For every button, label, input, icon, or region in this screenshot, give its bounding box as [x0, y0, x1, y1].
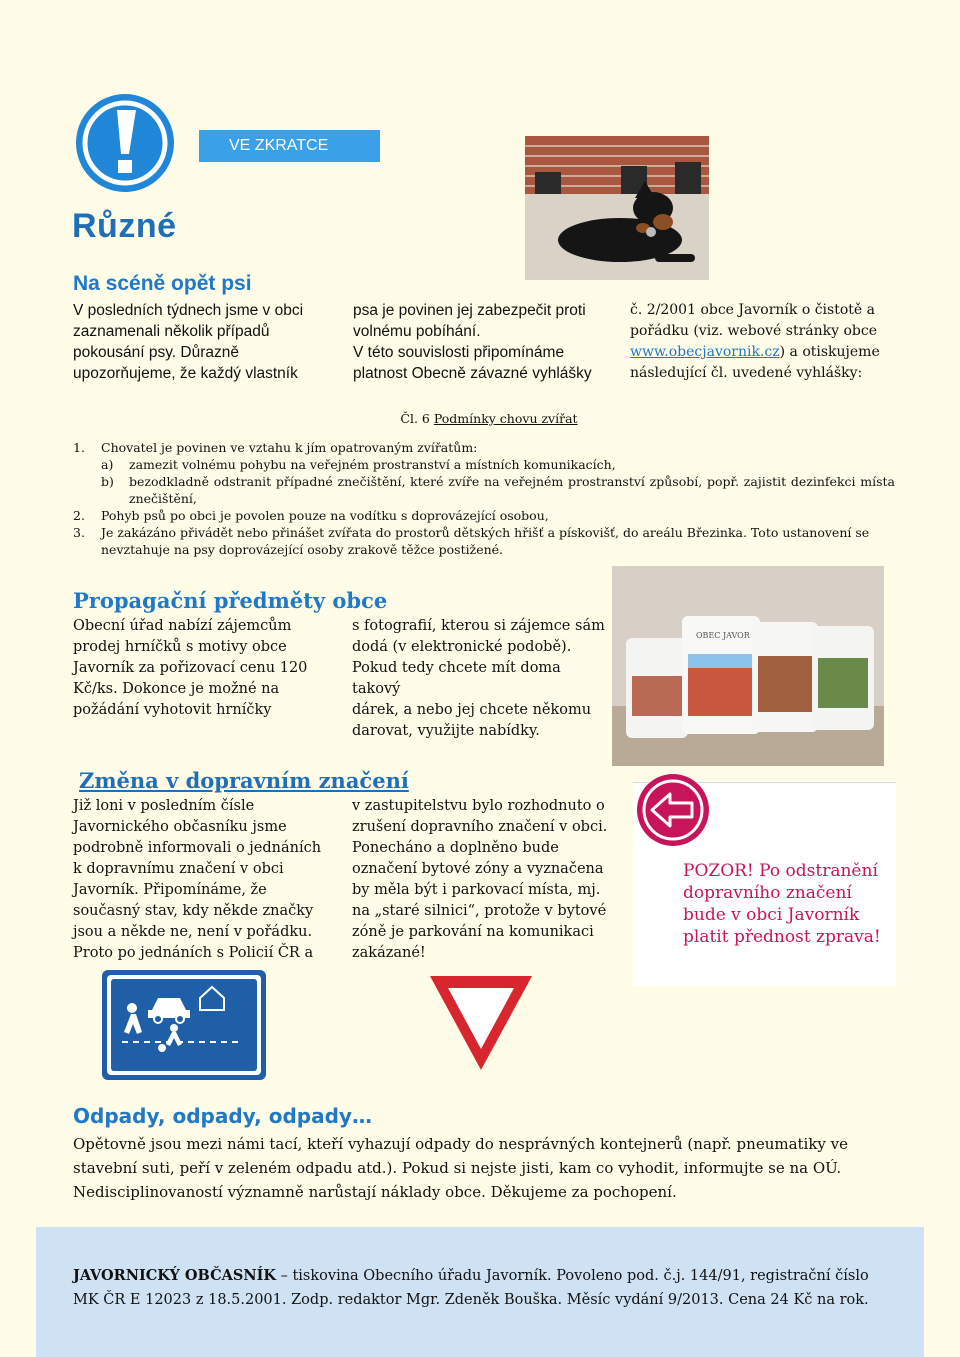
rule-text: Pohyb psů po obci je povolen pouze na vodítku s doprovázející osobou,: [101, 508, 549, 523]
subrule-letter: a): [101, 457, 114, 472]
text-line: na „staré silnici“, protože v bytové: [352, 903, 607, 919]
rules-title-prefix: Čl. 6: [400, 411, 434, 426]
text-line: upozorňujeme, že každý vlastník: [73, 365, 298, 382]
text-line: pokousání psy. Důrazně: [73, 344, 240, 361]
dog-photo: [525, 136, 709, 280]
text-line: zakázané!: [352, 945, 426, 961]
text-line: volnému pobíhání.: [353, 323, 481, 340]
yield-sign: [428, 974, 534, 1072]
dogs-col-1: [73, 300, 333, 384]
dogs-col-3: [630, 300, 920, 384]
waste-paragraph: [73, 1132, 903, 1204]
text-line: Nedisciplinovaností významně narůstají náklady obce. Děkujeme za pochopení.: [73, 1183, 677, 1201]
rules-block: [73, 410, 895, 558]
mugs-col-1: [73, 616, 333, 721]
text-line: Kč/ks. Dokonce je možné na: [73, 681, 280, 697]
text-line: požádání vyhotovit hrníčky: [73, 702, 272, 718]
residential-zone-sign: [102, 970, 266, 1080]
text-line: zóně je parkování na komunikaci: [352, 924, 594, 940]
mugs-photo: [612, 566, 884, 766]
section-tag: VE ZKRATCE: [199, 130, 380, 162]
page-title: Různé: [72, 207, 177, 245]
text-line: zaznamenali několik případů: [73, 323, 270, 340]
text-line: platnost Obecně závazné vyhlášky: [353, 365, 592, 382]
rule-number: 2.: [73, 508, 85, 523]
text-line: zrušení dopravního značení v obci.: [352, 819, 608, 835]
dogs-col-2: [353, 300, 613, 384]
text-line: následující čl. uvedené vyhlášky:: [630, 365, 863, 381]
arrow-left-icon: [636, 773, 710, 847]
rule-text: Je zakázáno přivádět nebo přinášet zvířata do prostorů dětských hřišť a pískovišť, do areálu Březinka. Toto ustanovení se nevztahuje na psy doprovázející osoby zrakově těžce postižené.: [101, 525, 870, 557]
text-line: darovat, využijte nabídky.: [352, 723, 540, 739]
text-line: psa je povinen jej zabezpečit proti: [353, 302, 586, 319]
text-line: s fotografií, kterou si zájemce sám: [352, 618, 605, 634]
rule-text: Chovatel je povinen ve vztahu k jím opatrovaným zvířatům:: [101, 440, 478, 455]
rule-number: 1.: [73, 440, 85, 455]
text-fragment: ) a otiskujeme: [779, 344, 880, 360]
section-heading-mugs: Propagační předměty obce: [73, 588, 388, 613]
text-line: v zastupitelstvu bylo rozhodnuto o: [352, 798, 605, 814]
traffic-col-2: [352, 796, 622, 964]
text-line: dárek, a nebo jej chcete někomu: [352, 702, 592, 718]
rules-title-label: Podmínky chovu zvířat: [433, 411, 578, 426]
text-line: Proto po jednáních s Policií ČR a: [73, 945, 314, 961]
text-line: Javorník. Připomínáme, že: [73, 882, 267, 898]
text-line: Javornického občasníku jsme: [73, 819, 287, 835]
text-line: označení bytové zóny a vyznačena: [352, 861, 604, 877]
mug-label: OBEC JAVOR: [696, 631, 750, 640]
text-line: V této souvislosti připomínáme: [353, 344, 565, 361]
text-line: Javorník za pořizovací cenu 120: [73, 660, 308, 676]
text-line: dodá (v elektronické podobě).: [352, 639, 572, 655]
text-line: Pokud tedy chcete mít doma takový: [352, 660, 561, 697]
text-line: stavební suti, peří v zeleném odpadu atd.). Pokud si nejste jisti, kam co vyhodit, informujte se na OÚ.: [73, 1159, 842, 1177]
footer-line-2: MK ČR E 12023 z 18.5.2001. Zodp. redaktor Mgr. Zdeněk Bouška. Měsíc vydání 9/2013. Cena 24 Kč na rok.: [73, 1292, 869, 1308]
rule-item: [73, 524, 895, 558]
callout-line: POZOR! Po odstranění: [683, 861, 878, 881]
subrule-text: bezodkladně odstranit případné znečištění, které zvíře na veřejném prostranství způsobí, popř. zajistit dezinfekci místa znečištění,: [129, 474, 895, 506]
traffic-col-1: [73, 796, 343, 964]
callout-line: platit přednost zprava!: [683, 927, 881, 947]
text-line: by měla být i parkovací místa, mj.: [352, 882, 601, 898]
text-line: jsou a někde ne, není v pořádku.: [73, 924, 313, 940]
website-link[interactable]: www.obecjavornik.cz: [630, 344, 780, 360]
text-line: Již loni v posledním čísle: [73, 798, 255, 814]
text-line: [630, 342, 920, 363]
callout-text: [683, 860, 888, 948]
footer-text: [73, 1264, 893, 1312]
rule-item: [73, 439, 895, 456]
callout-line: dopravního značení: [683, 883, 852, 903]
text-line: podrobně informovali o jednáních: [73, 840, 322, 856]
text-line: prodej hrníčků s motivy obce: [73, 639, 287, 655]
text-line: současný stav, kdy někde značky: [73, 903, 314, 919]
subrule-item: [73, 456, 895, 473]
rule-number: 3.: [73, 525, 85, 540]
mugs-col-2: [352, 616, 612, 742]
subrule-text: zamezit volnému pohybu na veřejném prostranství a místních komunikacích,: [129, 457, 616, 472]
exclamation-icon: [74, 92, 176, 194]
text-line: V posledních týdnech jsme v obci: [73, 302, 304, 319]
text-line: k dopravnímu značení v obci: [73, 861, 284, 877]
footer-fragment: – tiskovina Obecního úřadu Javorník. Povoleno pod. č.j. 144/91, registrační číslo: [275, 1268, 869, 1284]
rules-title: [73, 410, 895, 427]
footer-line-1: [73, 1264, 893, 1288]
callout-line: bude v obci Javorník: [683, 905, 860, 925]
publication-name: JAVORNICKÝ OBČASNÍK: [73, 1267, 276, 1284]
section-heading-waste: Odpady, odpady, odpady…: [73, 1104, 372, 1128]
subrule-letter: b): [101, 474, 114, 489]
text-line: pořádku (viz. webové stránky obce: [630, 323, 877, 339]
text-line: č. 2/2001 obce Javorník o čistotě a: [630, 302, 875, 318]
text-line: Opětovně jsou mezi námi tací, kteří vyhazují odpady do nesprávných kontejnerů (např. pneumatiky ve: [73, 1135, 849, 1153]
section-heading-dogs: Na scéně opět psi: [73, 272, 252, 295]
subrule-item: [73, 473, 895, 507]
text-line: Obecní úřad nabízí zájemcům: [73, 618, 292, 634]
section-heading-traffic: Změna v dopravním značení: [79, 768, 409, 793]
rule-item: [73, 507, 895, 524]
text-line: Ponecháno a doplněno bude: [352, 840, 559, 856]
